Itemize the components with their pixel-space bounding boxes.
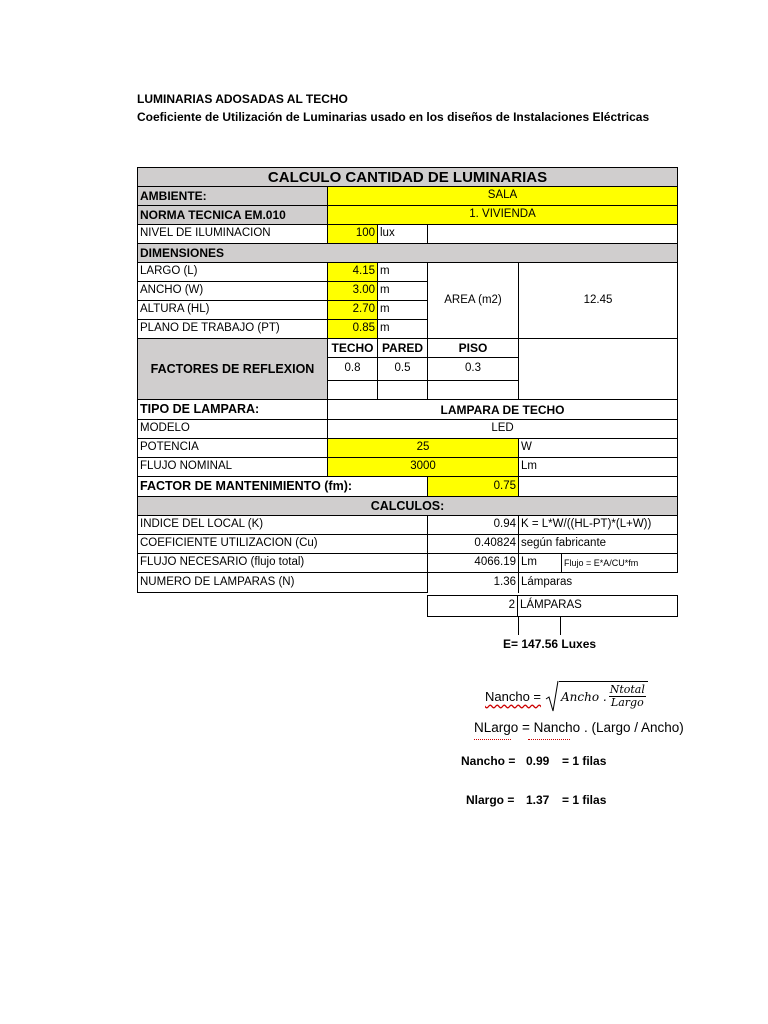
flujo-necesario-unit: Lm xyxy=(518,554,561,573)
ancho-label: ANCHO (W) xyxy=(137,282,327,301)
numero-label: NUMERO DE LAMPARAS (N) xyxy=(137,573,427,593)
flujo-nominal-value[interactable]: 3000 xyxy=(327,458,518,477)
reflex-empty-4 xyxy=(518,339,678,400)
plano-label: PLANO DE TRABAJO (PT) xyxy=(137,320,327,339)
numero-value: 1.36 xyxy=(427,573,518,593)
plano-unit: m xyxy=(377,320,427,339)
dimensiones-label: DIMENSIONES xyxy=(137,244,678,263)
sqrt-body xyxy=(559,681,648,709)
flujo-nominal-label: FLUJO NOMINAL xyxy=(137,458,327,477)
connector-line-1 xyxy=(518,617,519,635)
tipo-value: LAMPARA DE TECHO xyxy=(327,400,678,420)
ancho-term: Ancho . xyxy=(561,689,607,704)
ancho-value[interactable]: 3.00 xyxy=(327,282,377,301)
indice-label: INDICE DEL LOCAL (K) xyxy=(137,516,427,535)
modelo-label: MODELO xyxy=(137,420,327,439)
spell-underline-1 xyxy=(474,736,511,740)
table-title: CALCULO CANTIDAD DE LUMINARIAS xyxy=(137,167,678,187)
reflex-empty-1 xyxy=(327,381,377,400)
flujo-necesario-formula: Flujo = E*A/CU*fm xyxy=(561,554,678,573)
fm-label: FACTOR DE MANTENIMIENTO (fm): xyxy=(137,477,427,497)
nivel-empty xyxy=(427,225,678,244)
nlargo-formula: NLargo = Nancho . (Largo / Ancho) xyxy=(474,720,684,735)
total-unit: LÁMPARAS xyxy=(518,595,678,617)
nlargo-value: 1.37 xyxy=(526,793,550,807)
fraction-numerator: Ntotal xyxy=(609,682,645,696)
cu-value: 0.40824 xyxy=(427,535,518,554)
calc-table xyxy=(137,167,678,619)
nivel-value[interactable]: 100 xyxy=(327,225,377,244)
nlargo-label: Nlargo = xyxy=(466,793,515,807)
norma-value[interactable]: 1. VIVIENDA xyxy=(327,206,678,225)
nancho-value: 0.99 xyxy=(526,754,550,768)
piso-header: PISO xyxy=(427,339,518,358)
piso-value[interactable]: 0.3 xyxy=(427,358,518,381)
cu-label: COEFICIENTE UTILIZACION (Cu) xyxy=(137,535,427,554)
pared-header: PARED xyxy=(377,339,427,358)
nancho-label: Nancho = xyxy=(461,754,516,768)
connector-line-2 xyxy=(560,617,561,635)
area-value: 12.45 xyxy=(518,263,678,339)
pared-value[interactable]: 0.5 xyxy=(377,358,427,381)
modelo-value: LED xyxy=(327,420,678,439)
ratio-fraction xyxy=(609,684,646,709)
cu-note: según fabricante xyxy=(518,535,678,554)
largo-unit: m xyxy=(377,263,427,282)
flujo-necesario-label: FLUJO NECESARIO (flujo total) xyxy=(137,554,427,573)
ambiente-label: AMBIENTE: xyxy=(137,187,327,206)
e-result: E= 147.56 Luxes xyxy=(503,637,597,651)
nivel-label: NIVEL DE ILUMINACION xyxy=(137,225,327,244)
tipo-label: TIPO DE LAMPARA: xyxy=(137,400,327,420)
nancho-formula xyxy=(485,678,648,714)
fm-value[interactable]: 0.75 xyxy=(427,477,518,497)
potencia-label: POTENCIA xyxy=(137,439,327,458)
techo-header: TECHO xyxy=(327,339,377,358)
indice-formula: K = L*W/((HL-PT)*(L+W)) xyxy=(518,516,678,535)
area-label: AREA (m2) xyxy=(427,263,518,339)
norma-label: NORMA TECNICA EM.010 xyxy=(137,206,327,225)
fm-empty xyxy=(518,477,678,497)
spell-underline-2 xyxy=(528,736,570,740)
techo-value[interactable]: 0.8 xyxy=(327,358,377,381)
ambiente-value[interactable]: SALA xyxy=(327,187,678,206)
page-title: LUMINARIAS ADOSADAS AL TECHO xyxy=(137,92,348,106)
factores-label: FACTORES DE REFLEXION xyxy=(137,339,327,400)
largo-label: LARGO (L) xyxy=(137,263,327,282)
numero-unit: Lámparas xyxy=(518,573,678,593)
ancho-unit: m xyxy=(377,282,427,301)
flujo-nominal-unit: Lm xyxy=(518,458,678,477)
largo-value[interactable]: 4.15 xyxy=(327,263,377,282)
page-subtitle: Coeficiente de Utilización de Luminarias usado en los diseños de Instalaciones Eléctricas xyxy=(137,110,650,124)
nlargo-filas: = 1 filas xyxy=(562,793,607,807)
indice-value: 0.94 xyxy=(427,516,518,535)
reflex-empty-3 xyxy=(427,381,518,400)
potencia-unit: W xyxy=(518,439,678,458)
plano-value[interactable]: 0.85 xyxy=(327,320,377,339)
potencia-value[interactable]: 25 xyxy=(327,439,518,458)
altura-label: ALTURA (HL) xyxy=(137,301,327,320)
flujo-necesario-value: 4066.19 xyxy=(427,554,518,573)
altura-unit: m xyxy=(377,301,427,320)
nivel-unit: lux xyxy=(377,225,427,244)
sqrt-icon xyxy=(545,679,559,713)
altura-value[interactable]: 2.70 xyxy=(327,301,377,320)
fraction-denominator: Largo xyxy=(610,696,644,709)
nancho-filas: = 1 filas xyxy=(562,754,607,768)
nancho-formula-label: Nancho = xyxy=(485,688,542,704)
calculos-label: CALCULOS: xyxy=(137,497,678,516)
total-value: 2 xyxy=(427,595,518,617)
reflex-empty-2 xyxy=(377,381,427,400)
